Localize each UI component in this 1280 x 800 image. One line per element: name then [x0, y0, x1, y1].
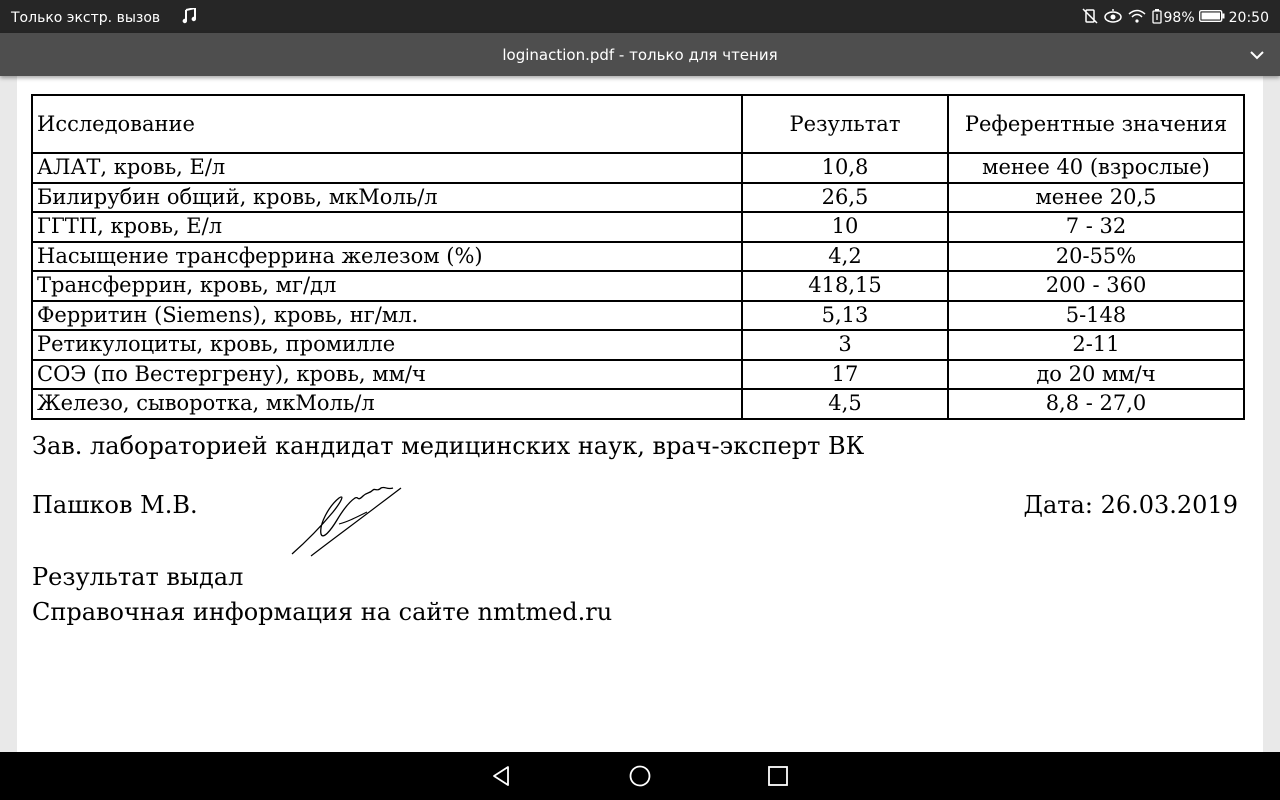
table-row	[32, 360, 1244, 390]
test-name: АЛАТ, кровь, Е/л	[32, 153, 742, 183]
header-result: Результат	[742, 95, 948, 153]
test-result: 17	[742, 360, 948, 390]
test-name: Трансферрин, кровь, мг/дл	[32, 271, 742, 301]
test-reference: 8,8 - 27,0	[948, 389, 1244, 419]
table-row	[32, 271, 1244, 301]
test-reference: 2-11	[948, 330, 1244, 360]
test-reference: 20-55%	[948, 242, 1244, 272]
vibrate-off-icon	[1082, 8, 1098, 28]
battery-saver-icon	[1152, 9, 1162, 28]
recents-icon[interactable]	[766, 764, 790, 788]
battery-percent: 98%	[1163, 10, 1195, 26]
head-of-lab-text: Зав. лабораторией кандидат медицинских наук, врач-эксперт ВК	[32, 432, 865, 460]
test-name: Билирубин общий, кровь, мкМоль/л	[32, 183, 742, 213]
status-left	[11, 8, 196, 28]
table-row	[32, 242, 1244, 272]
carrier-text: Только экстр. вызов	[11, 10, 161, 26]
table-row	[32, 301, 1244, 331]
home-icon[interactable]	[628, 764, 652, 788]
results-table	[31, 94, 1245, 420]
eye-comfort-icon	[1104, 9, 1122, 27]
test-name: ГГТП, кровь, Е/л	[32, 212, 742, 242]
table-row	[32, 212, 1244, 242]
title-bar	[0, 33, 1280, 76]
chevron-down-icon[interactable]	[1248, 46, 1266, 64]
test-result: 3	[742, 330, 948, 360]
test-result: 10	[742, 212, 948, 242]
test-result: 26,5	[742, 183, 948, 213]
test-name: Насыщение трансферрина железом (%)	[32, 242, 742, 272]
back-icon[interactable]	[490, 764, 514, 788]
test-reference: менее 20,5	[948, 183, 1244, 213]
table-row	[32, 389, 1244, 419]
test-reference: 200 - 360	[948, 271, 1244, 301]
doctor-name: Пашков М.В.	[32, 491, 198, 519]
date-text: Дата: 26.03.2019	[1023, 491, 1238, 519]
test-result: 10,8	[742, 153, 948, 183]
test-reference: менее 40 (взрослые)	[948, 153, 1244, 183]
table-row	[32, 330, 1244, 360]
clock: 20:50	[1228, 10, 1269, 26]
test-result: 5,13	[742, 301, 948, 331]
header-reference: Референтные значения	[948, 95, 1244, 153]
test-name: СОЭ (по Вестергрену), кровь, мм/ч	[32, 360, 742, 390]
test-name: Железо, сыворотка, мкМоль/л	[32, 389, 742, 419]
wifi-icon	[1128, 9, 1146, 27]
header-study: Исследование	[32, 95, 742, 153]
test-reference: до 20 мм/ч	[948, 360, 1244, 390]
document-title: loginaction.pdf - только для чтения	[502, 46, 778, 64]
table-header-row	[32, 95, 1244, 153]
issued-by-text: Результат выдал	[32, 563, 244, 591]
test-reference: 5-148	[948, 301, 1244, 331]
test-name: Ретикулоциты, кровь, промилле	[32, 330, 742, 360]
reference-info-text: Справочная информация на сайте nmtmed.ru	[32, 598, 613, 626]
test-name: Ферритин (Siemens), кровь, нг/мл.	[32, 301, 742, 331]
music-note-icon	[182, 8, 196, 28]
test-result: 4,2	[742, 242, 948, 272]
signature-image	[289, 484, 411, 558]
battery-icon	[1199, 10, 1225, 26]
table-row	[32, 183, 1244, 213]
test-reference: 7 - 32	[948, 212, 1244, 242]
status-bar	[0, 0, 1280, 33]
test-result: 418,15	[742, 271, 948, 301]
test-result: 4,5	[742, 389, 948, 419]
status-right	[1076, 8, 1269, 28]
navigation-bar	[0, 752, 1280, 800]
pdf-page[interactable]	[17, 76, 1263, 752]
table-row	[32, 153, 1244, 183]
